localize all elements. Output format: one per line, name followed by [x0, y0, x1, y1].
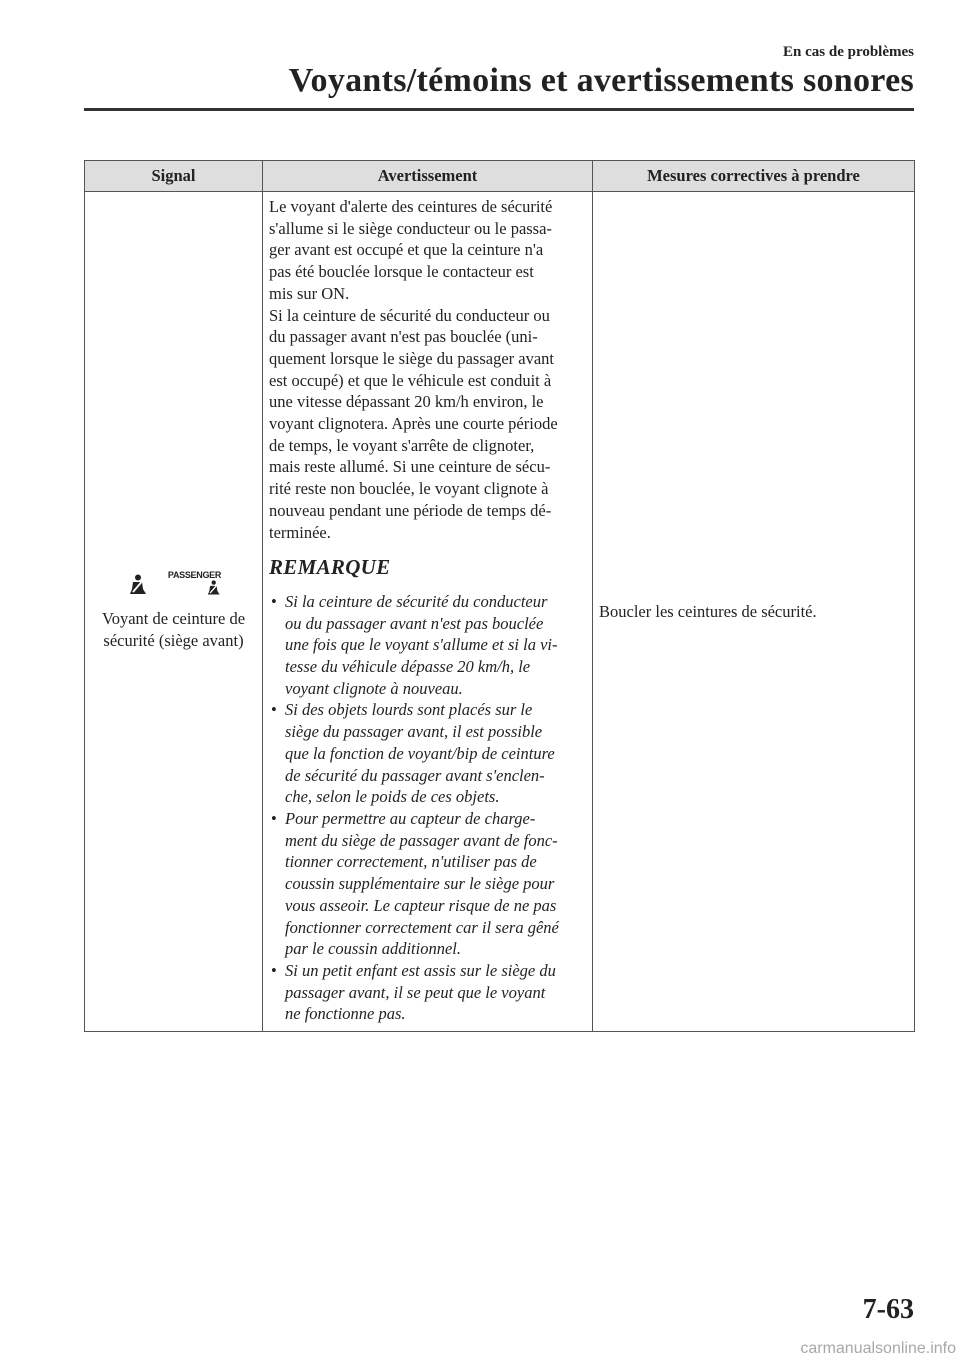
remarque-line: siège du passager avant, il est possible: [285, 722, 543, 742]
bullet-icon: •: [271, 808, 277, 828]
remarque-line: que la fonction de voyant/bip de ceinture: [285, 743, 555, 763]
remarque-line: che, selon le poids de ces objets.: [285, 787, 500, 807]
remarque-line: Pour permettre au capteur de charge-: [285, 808, 536, 828]
warning-line: mis sur ON.: [269, 283, 350, 303]
remarque-list: [269, 591, 588, 1025]
passenger-seatbelt-icon: [205, 580, 221, 602]
warning-line: mais reste allumé. Si une ceinture de sécu-: [269, 457, 551, 477]
table-row: [85, 192, 915, 1032]
remarque-line: une fois que le voyant s'allume et si la vi-: [285, 635, 558, 655]
remarque-line: Si la ceinture de sécurité du conducteur: [285, 591, 548, 611]
remarque-item: [269, 808, 588, 960]
warning-line: s'allume si le siège conducteur ou le passa-: [269, 218, 552, 238]
section-title: En cas de problèmes: [783, 44, 914, 60]
warning-text: [269, 196, 588, 543]
remarque-line: tesse du véhicule dépasse 20 km/h, le: [285, 657, 531, 677]
remarque-line: voyant clignote à nouveau.: [285, 678, 463, 698]
action-cell: Boucler les ceintures de sécurité.: [593, 192, 915, 1032]
remarque-line: tionner correctement, n'utiliser pas de: [285, 852, 537, 872]
remarque-line: ment du siège de passager avant de fonc-: [285, 830, 558, 850]
warning-line: quement lorsque le siège du passager avant: [269, 348, 554, 368]
remarque-line: fonctionner correctement car il sera gêné: [285, 917, 559, 937]
remarque-line: de sécurité du passager avant s'enclen-: [285, 765, 545, 785]
seatbelt-warning-icon: [126, 574, 148, 602]
warning-line: Si la ceinture de sécurité du conducteur ou: [269, 305, 550, 325]
warning-line: de temps, le voyant s'arrête de clignoter,: [269, 435, 535, 455]
column-header-warning: Avertissement: [263, 161, 593, 192]
warning-line: ger avant est occupé et que la ceinture n'a: [269, 240, 544, 260]
passenger-seatbelt-indicator: [168, 571, 221, 602]
page-number: 7-63: [862, 1294, 914, 1325]
warning-line: est occupé) et que le véhicule est conduit à: [269, 370, 552, 390]
remarque-line: passager avant, il se peut que le voyant: [285, 982, 546, 1002]
remarque-line: ou du passager avant n'est pas bouclée: [285, 613, 544, 633]
remarque-heading: REMARQUE: [269, 555, 391, 580]
warning-table: [84, 160, 915, 1032]
warning-cell: [263, 192, 593, 1032]
remarque-line: par le coussin additionnel.: [285, 939, 461, 959]
header-divider: [84, 108, 914, 111]
remarque-line: ne fonctionne pas.: [285, 1004, 406, 1024]
remarque-line: Si un petit enfant est assis sur le siège du: [285, 960, 556, 980]
signal-icons: [89, 571, 258, 602]
warning-line: nouveau pendant une période de temps dé-: [269, 500, 552, 520]
warning-line: une vitesse dépassant 20 km/h environ, le: [269, 392, 544, 412]
page-title: Voyants/témoins et avertissements sonores: [288, 62, 914, 99]
signal-name-line: sécurité (siège avant): [103, 630, 244, 650]
signal-cell: [85, 192, 263, 1032]
bullet-icon: •: [271, 700, 277, 720]
warning-line: terminée.: [269, 522, 331, 542]
warning-line: voyant clignotera. Après une courte période: [269, 414, 558, 434]
column-header-signal: Signal: [85, 161, 263, 192]
remarque-item: [269, 699, 588, 808]
warning-line: pas été bouclée lorsque le contacteur est: [269, 262, 534, 282]
remarque-line: Si des objets lourds sont placés sur le: [285, 700, 533, 720]
watermark: carmanualsonline.info: [800, 1340, 956, 1357]
column-header-action: Mesures correctives à prendre: [593, 161, 915, 192]
signal-name-line: Voyant de ceinture de: [101, 609, 246, 629]
remarque-line: coussin supplémentaire sur le siège pour: [285, 874, 555, 894]
warning-line: du passager avant n'est pas bouclée (uni-: [269, 327, 538, 347]
remarque-item: [269, 960, 588, 1025]
remarque-item: [269, 591, 588, 700]
table-header-row: [85, 161, 915, 192]
passenger-label: PASSENGER: [167, 570, 222, 581]
warning-line: Le voyant d'alerte des ceintures de sécurité: [269, 197, 553, 216]
remarque-line: vous asseoir. Le capteur risque de ne pas: [285, 895, 557, 915]
warning-line: rité reste non bouclée, le voyant clignote à: [269, 479, 549, 499]
bullet-icon: •: [271, 960, 277, 980]
bullet-icon: •: [271, 591, 277, 611]
